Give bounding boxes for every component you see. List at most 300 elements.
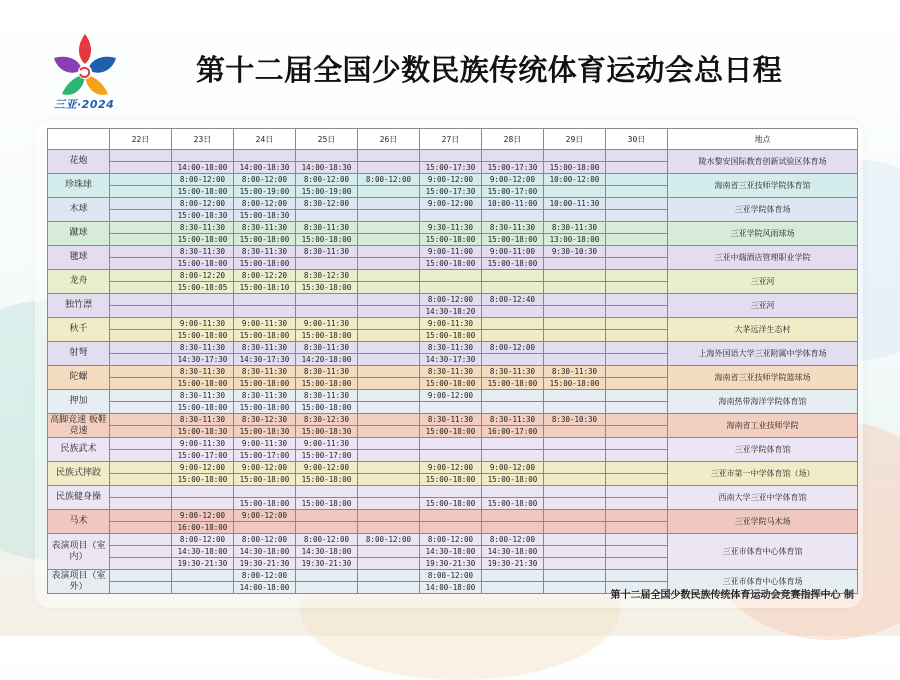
time-cell [110,402,172,414]
time-cell [110,510,172,522]
time-cell [482,582,544,594]
time-cell [482,306,544,318]
time-cell [358,150,420,162]
time-cell [110,174,172,186]
time-cell [358,390,420,402]
time-cell [172,498,234,510]
time-cell [358,438,420,450]
time-cell: 15:00-18:00 [482,498,544,510]
venue-name: 三亚市体育中心体育场 [668,570,858,594]
event-name: 花炮 [48,150,110,174]
table-row [48,222,858,234]
header-day: 28日 [482,129,544,150]
time-cell: 8:00-12:00 [420,534,482,546]
time-cell [110,486,172,498]
time-cell [482,438,544,450]
time-cell: 15:30-18:00 [296,282,358,294]
time-cell: 8:30-11:30 [172,414,234,426]
table-header-row [48,129,858,150]
time-cell: 15:00-18:00 [234,234,296,246]
time-cell [544,546,606,558]
time-cell [606,342,668,354]
time-cell [358,546,420,558]
time-cell [606,390,668,402]
time-cell: 8:30-11:30 [420,342,482,354]
time-cell: 9:00-11:30 [296,438,358,450]
time-cell: 14:00-18:30 [234,162,296,174]
time-cell: 19:30-21:30 [296,558,358,570]
table-row [48,270,858,282]
table-row [48,534,858,546]
time-cell [544,258,606,270]
time-cell: 15:00-18:00 [172,186,234,198]
time-cell: 9:00-11:00 [420,246,482,258]
time-cell [606,246,668,258]
time-cell: 10:00-12:00 [544,174,606,186]
time-cell [296,510,358,522]
time-cell: 8:00-12:00 [172,198,234,210]
event-name: 马术 [48,510,110,534]
table-row [48,294,858,306]
event-name: 木球 [48,198,110,222]
time-cell [544,582,606,594]
time-cell: 10:00-11:30 [544,198,606,210]
time-cell: 9:00-12:00 [420,390,482,402]
time-cell [110,498,172,510]
time-cell [482,270,544,282]
time-cell: 14:30-17:30 [172,354,234,366]
event-name: 射弩 [48,342,110,366]
time-cell [172,582,234,594]
time-cell: 14:00-18:00 [234,582,296,594]
time-cell [606,498,668,510]
time-cell: 14:00-18:00 [420,582,482,594]
time-cell: 15:00-18:00 [482,378,544,390]
time-cell [358,318,420,330]
time-cell: 10:00-11:00 [482,198,544,210]
time-cell: 15:00-18:30 [234,426,296,438]
time-cell [482,210,544,222]
time-cell: 9:00-12:00 [482,174,544,186]
time-cell: 8:30-11:30 [172,342,234,354]
time-cell: 8:30-12:30 [296,414,358,426]
time-cell [172,306,234,318]
time-cell [544,330,606,342]
time-cell [172,150,234,162]
time-cell [234,486,296,498]
time-cell: 14:30-17:30 [420,354,482,366]
time-cell [110,210,172,222]
time-cell [110,342,172,354]
venue-name: 三亚学院风雨球场 [668,222,858,246]
time-cell [544,150,606,162]
table-row [48,198,858,210]
time-cell: 15:00-18:00 [482,474,544,486]
time-cell [544,342,606,354]
header-day: 30日 [606,129,668,150]
time-cell [482,282,544,294]
time-cell [420,486,482,498]
time-cell: 8:30-11:30 [544,222,606,234]
time-cell [358,258,420,270]
table-row [48,462,858,474]
time-cell [606,486,668,498]
venue-name: 上海外国语大学三亚附属中学体育场 [668,342,858,366]
event-name: 毽球 [48,246,110,270]
time-cell [110,222,172,234]
event-name: 表演项目（室外） [48,570,110,594]
time-cell: 15:00-18:00 [482,234,544,246]
time-cell: 8:00-12:00 [172,534,234,546]
time-cell [110,234,172,246]
time-cell [110,450,172,462]
table-row [48,318,858,330]
time-cell: 15:00-18:30 [172,210,234,222]
time-cell [358,306,420,318]
time-cell: 9:00-12:00 [172,462,234,474]
time-cell [110,546,172,558]
time-cell [358,342,420,354]
time-cell: 9:00-11:30 [172,438,234,450]
time-cell [544,438,606,450]
time-cell: 15:00-18:30 [172,426,234,438]
time-cell [358,246,420,258]
venue-name: 三亚市体育中心体育馆 [668,534,858,570]
time-cell: 15:00-18:00 [420,498,482,510]
time-cell: 8:00-12:00 [234,534,296,546]
time-cell [544,390,606,402]
time-cell [606,510,668,522]
time-cell: 8:30-10:30 [544,414,606,426]
time-cell [358,522,420,534]
time-cell: 9:00-12:00 [420,198,482,210]
time-cell [358,414,420,426]
time-cell [234,306,296,318]
time-cell: 8:30-11:30 [296,390,358,402]
time-cell [172,294,234,306]
time-cell: 19:30-21:30 [420,558,482,570]
time-cell: 8:00-12:00 [420,294,482,306]
time-cell: 15:00-18:00 [420,426,482,438]
time-cell [110,162,172,174]
venue-name: 三亚中瑞酒店管理职业学院 [668,246,858,270]
time-cell: 15:00-17:00 [234,450,296,462]
page-title: 第十二届全国少数民族传统体育运动会总日程 [196,53,783,87]
event-name: 独竹漂 [48,294,110,318]
time-cell: 8:30-11:30 [234,366,296,378]
time-cell: 15:00-18:30 [296,426,358,438]
time-cell [110,414,172,426]
time-cell [358,270,420,282]
time-cell: 15:00-17:30 [420,186,482,198]
schedule-table [47,128,858,594]
time-cell [544,474,606,486]
time-cell: 8:30-11:30 [482,366,544,378]
time-cell: 9:00-12:00 [172,510,234,522]
time-cell [606,546,668,558]
time-cell: 9:00-11:30 [234,318,296,330]
event-name: 高脚竞速 板鞋竞速 [48,414,110,438]
time-cell [606,438,668,450]
venue-name: 陵水黎安国际教育创新试验区体育场 [668,150,858,174]
table-row [48,150,858,162]
event-name: 蹴球 [48,222,110,246]
time-cell [544,306,606,318]
table-row [48,366,858,378]
time-cell [110,366,172,378]
time-cell [110,186,172,198]
time-cell [110,378,172,390]
time-cell [544,510,606,522]
time-cell [482,510,544,522]
time-cell [358,366,420,378]
time-cell: 9:00-11:00 [482,246,544,258]
time-cell [110,582,172,594]
time-cell [358,558,420,570]
time-cell: 15:00-18:00 [296,378,358,390]
time-cell: 15:00-18:00 [172,258,234,270]
time-cell [606,450,668,462]
time-cell [420,450,482,462]
time-cell: 15:00-18:00 [420,258,482,270]
footer-credit: 第十二届全国少数民族传统体育运动会竞赛指挥中心 制 [610,590,854,601]
time-cell [358,462,420,474]
time-cell: 8:00-12:00 [296,174,358,186]
time-cell [358,162,420,174]
time-cell: 14:30-18:00 [482,546,544,558]
time-cell [482,150,544,162]
venue-name: 西南大学三亚中学体育馆 [668,486,858,510]
time-cell [606,150,668,162]
time-cell: 9:00-12:00 [296,462,358,474]
time-cell [110,282,172,294]
time-cell [544,426,606,438]
time-cell [110,426,172,438]
time-cell [606,414,668,426]
time-cell: 8:30-11:30 [482,414,544,426]
time-cell [358,486,420,498]
time-cell [544,498,606,510]
time-cell [606,474,668,486]
time-cell: 19:30-21:30 [482,558,544,570]
time-cell: 15:00-18:00 [296,330,358,342]
time-cell [296,306,358,318]
time-cell [358,354,420,366]
time-cell [358,474,420,486]
time-cell [544,486,606,498]
time-cell: 8:30-12:00 [296,198,358,210]
time-cell [544,318,606,330]
time-cell: 8:00-12:00 [234,174,296,186]
time-cell [544,354,606,366]
venue-name: 三亚市第一中学体育馆（场） [668,462,858,486]
time-cell [358,582,420,594]
venue-name: 海南省三亚技师学院体育馆 [668,174,858,198]
time-cell [482,354,544,366]
time-cell [358,198,420,210]
time-cell: 15:00-18:00 [296,234,358,246]
time-cell [544,186,606,198]
table-row [48,246,858,258]
table-row [48,486,858,498]
time-cell: 8:30-11:30 [172,222,234,234]
event-name: 押加 [48,390,110,414]
table-row [48,570,858,582]
header-event [48,129,110,150]
time-cell [172,570,234,582]
time-cell: 15:00-18:00 [172,234,234,246]
time-cell: 8:30-11:30 [544,366,606,378]
time-cell: 14:30-18:00 [420,546,482,558]
table-row [48,414,858,426]
time-cell [420,282,482,294]
time-cell: 8:30-11:30 [296,366,358,378]
time-cell [296,210,358,222]
time-cell [234,150,296,162]
time-cell [110,270,172,282]
time-cell [296,294,358,306]
time-cell [110,246,172,258]
time-cell: 9:30-10:30 [544,246,606,258]
event-name: 珍珠球 [48,174,110,198]
time-cell: 8:00-12:00 [234,570,296,582]
time-cell [358,234,420,246]
time-cell [110,534,172,546]
time-cell [482,402,544,414]
time-cell: 15:00-19:00 [296,186,358,198]
time-cell [420,210,482,222]
time-cell [358,426,420,438]
time-cell: 8:30-11:30 [234,246,296,258]
time-cell: 15:00-18:00 [234,330,296,342]
time-cell [482,450,544,462]
time-cell: 8:30-11:30 [296,342,358,354]
time-cell [110,258,172,270]
time-cell [544,294,606,306]
time-cell: 14:30-18:00 [296,546,358,558]
time-cell: 8:30-12:30 [296,270,358,282]
table-row [48,390,858,402]
time-cell: 9:00-11:30 [172,318,234,330]
event-name: 民族式摔跤 [48,462,110,486]
time-cell [110,330,172,342]
time-cell [544,270,606,282]
time-cell [358,378,420,390]
event-name: 秋千 [48,318,110,342]
time-cell: 19:30-21:30 [172,558,234,570]
time-cell: 19:30-21:30 [234,558,296,570]
time-cell: 15:00-18:05 [172,282,234,294]
time-cell: 8:30-11:30 [234,222,296,234]
time-cell: 15:00-18:00 [172,402,234,414]
time-cell [482,570,544,582]
time-cell [296,570,358,582]
venue-name: 三亚学院体育场 [668,198,858,222]
time-cell [110,438,172,450]
time-cell: 15:00-18:00 [172,474,234,486]
time-cell [606,354,668,366]
venue-name: 三亚河 [668,294,858,318]
time-cell: 15:00-18:00 [544,162,606,174]
time-cell: 8:30-11:30 [172,366,234,378]
time-cell: 15:00-17:00 [172,450,234,462]
header-day: 23日 [172,129,234,150]
time-cell [296,150,358,162]
time-cell [606,570,668,582]
time-cell [606,402,668,414]
event-name: 龙舟 [48,270,110,294]
time-cell: 15:00-17:00 [482,186,544,198]
time-cell [606,522,668,534]
time-cell [358,450,420,462]
time-cell: 15:00-18:00 [234,498,296,510]
time-cell: 9:00-12:00 [420,462,482,474]
venue-name: 海南热带海洋学院体育馆 [668,390,858,414]
time-cell [544,462,606,474]
time-cell: 8:30-12:30 [234,414,296,426]
time-cell: 8:00-12:00 [358,174,420,186]
time-cell [482,330,544,342]
time-cell: 15:00-18:00 [420,330,482,342]
time-cell [606,558,668,570]
time-cell: 9:00-11:30 [296,318,358,330]
time-cell [606,282,668,294]
time-cell: 8:00-12:00 [482,342,544,354]
time-cell [172,486,234,498]
time-cell: 9:00-11:30 [234,438,296,450]
time-cell: 15:00-18:00 [296,474,358,486]
time-cell: 13:00-18:00 [544,234,606,246]
time-cell: 15:00-19:00 [234,186,296,198]
time-cell [606,462,668,474]
table-row [48,510,858,522]
time-cell [110,354,172,366]
time-cell: 8:00-12:40 [482,294,544,306]
header-day: 29日 [544,129,606,150]
time-cell [420,438,482,450]
time-cell: 14:30-18:00 [172,546,234,558]
time-cell [606,366,668,378]
time-cell: 14:30-17:30 [234,354,296,366]
time-cell [606,198,668,210]
venue-name: 三亚学院马术场 [668,510,858,534]
time-cell [544,450,606,462]
time-cell: 15:00-18:00 [172,378,234,390]
time-cell [296,258,358,270]
time-cell: 16:00-18:00 [172,522,234,534]
time-cell: 15:00-18:30 [234,210,296,222]
time-cell [420,522,482,534]
time-cell [606,162,668,174]
time-cell: 8:30-11:30 [296,222,358,234]
time-cell [358,282,420,294]
time-cell [544,558,606,570]
time-cell [420,510,482,522]
time-cell [296,582,358,594]
time-cell [606,294,668,306]
time-cell [110,474,172,486]
time-cell: 15:00-18:00 [234,378,296,390]
time-cell: 8:30-11:30 [296,246,358,258]
time-cell [544,282,606,294]
table-row [48,174,858,186]
time-cell: 15:00-18:00 [172,330,234,342]
header-day: 25日 [296,129,358,150]
time-cell: 8:30-11:30 [420,366,482,378]
time-cell: 15:00-18:00 [296,498,358,510]
time-cell: 14:30-18:00 [234,546,296,558]
time-cell [606,222,668,234]
